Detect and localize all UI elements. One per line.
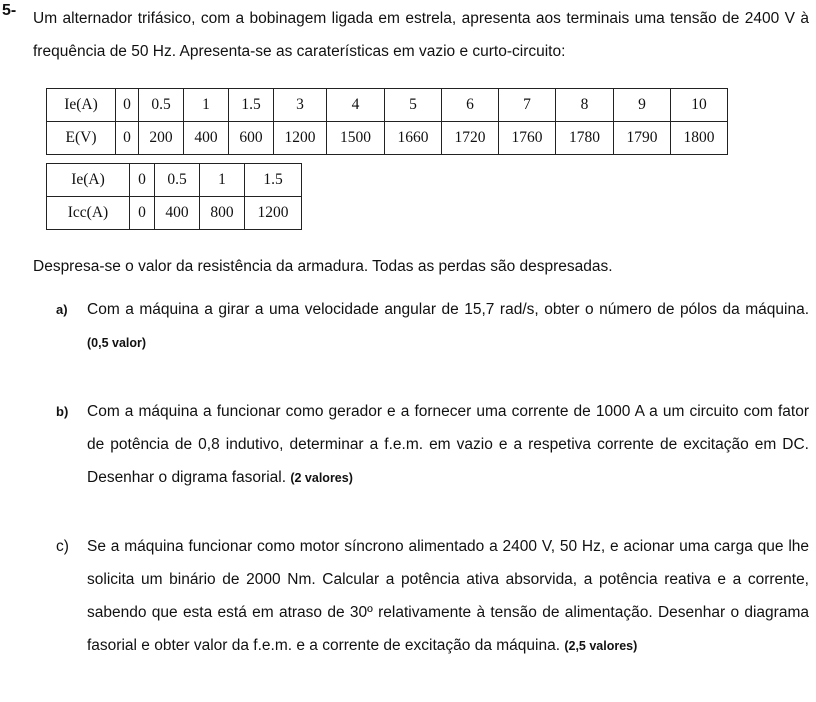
item-text: Com a máquina a girar a uma velocidade angular de 15,7 rad/s, obter o número de pólos da máquina.	[87, 301, 809, 318]
table-cell: Ie(A)	[47, 164, 130, 197]
table-cell: 600	[229, 122, 274, 155]
table-cell: 5	[385, 89, 442, 122]
item-marks: (0,5 valor)	[87, 336, 147, 350]
table-cell: 0	[116, 89, 139, 122]
table-cell: 0	[116, 122, 139, 155]
question-intro: Um alternador trifásico, com a bobinagem ligada em estrela, apresenta aos terminais uma tensão de 2400 V à frequência de 50 Hz. Apresenta-se as caraterísticas em vazio e curto-circuito:	[33, 10, 809, 60]
table-cell: 10	[671, 89, 728, 122]
table-cell: 1800	[671, 122, 728, 155]
open-circuit-table	[46, 88, 728, 155]
table-cell: 7	[499, 89, 556, 122]
table-cell: 1500	[327, 122, 385, 155]
sub-question-b	[33, 395, 809, 495]
table-cell: 200	[139, 122, 184, 155]
table-cell: 1720	[442, 122, 499, 155]
table-cell: 1	[184, 89, 229, 122]
table-cell: 800	[200, 197, 245, 230]
item-text: Se a máquina funcionar como motor síncrono alimentado a 2400 V, 50 Hz, e acionar uma carga que lhe solicita um binário de 2000 Nm. Calcular a potência ativa absorvida, a potência reativa e a corrente, sabendo que esta está em atraso de 30º relativamente à tensão de alimentação. Desenhar o diagrama fasorial e obter valor da f.e.m. e a corrente de excitação da máquina.	[87, 538, 809, 654]
table-row	[47, 164, 302, 197]
table-cell: 0	[130, 197, 155, 230]
table-cell: 3	[274, 89, 327, 122]
table-cell: 1660	[385, 122, 442, 155]
table-cell: Ie(A)	[47, 89, 116, 122]
table-cell: 400	[184, 122, 229, 155]
table-row	[47, 89, 728, 122]
item-marks: (2 valores)	[290, 471, 353, 485]
table-cell: 6	[442, 89, 499, 122]
table-cell: 1200	[274, 122, 327, 155]
table-row	[47, 122, 728, 155]
table-cell: Icc(A)	[47, 197, 130, 230]
table-cell: 1790	[614, 122, 671, 155]
table-cell: 1.5	[245, 164, 302, 197]
table-cell: 9	[614, 89, 671, 122]
table-cell: 1200	[245, 197, 302, 230]
item-text: Com a máquina a funcionar como gerador e a fornecer uma corrente de 1000 A a um circuito com fator de potência de 0,8 indutivo, determinar a f.e.m. em vazio e a respetiva corrente de excitação em DC. Desenhar o digrama fasorial.	[87, 403, 809, 486]
table-cell: 8	[556, 89, 614, 122]
question-number: 5-	[2, 2, 17, 19]
table-cell: 0	[130, 164, 155, 197]
assumption-statement: Despresa-se o valor da resistência da armadura. Todas as perdas são despresadas.	[33, 258, 613, 275]
table-cell: E(V)	[47, 122, 116, 155]
item-marks: (2,5 valores)	[564, 639, 638, 653]
table-cell: 0.5	[155, 164, 200, 197]
table-cell: 1760	[499, 122, 556, 155]
item-letter: b)	[56, 404, 69, 419]
sub-question-c	[33, 530, 809, 663]
short-circuit-table	[46, 163, 302, 230]
table-cell: 1780	[556, 122, 614, 155]
table-row	[47, 197, 302, 230]
table-cell: 4	[327, 89, 385, 122]
table-cell: 1.5	[229, 89, 274, 122]
table-cell: 400	[155, 197, 200, 230]
sub-question-a	[33, 293, 809, 360]
item-letter: a)	[56, 302, 68, 317]
table-cell: 1	[200, 164, 245, 197]
item-letter: c)	[56, 538, 69, 555]
table-cell: 0.5	[139, 89, 184, 122]
